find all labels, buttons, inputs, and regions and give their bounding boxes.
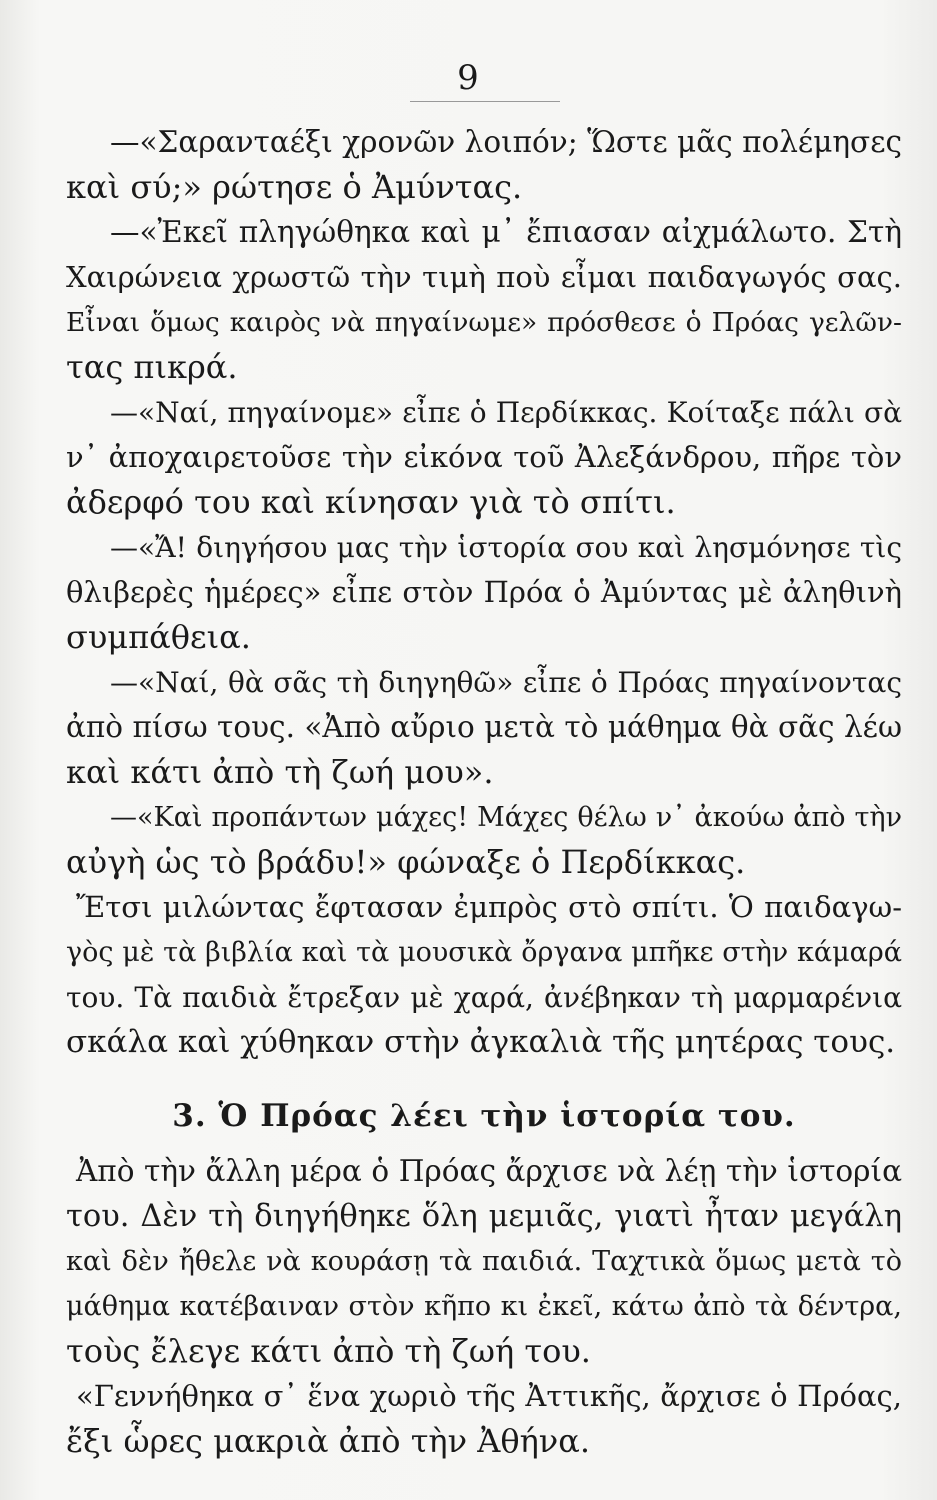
text-line: Ἀπὸ τὴν ἄλλη μέρα ὁ Πρόας ἄρχισε νὰ λέῃ τὴν ἱστορία xyxy=(76,1154,902,1188)
text-line: ν᾽ ἀποχαιρετοῦσε τὴν εἰκόνα τοῦ Ἀλεξάνδρου, πῆρε τὸν xyxy=(66,440,902,474)
text-line: —«Ἄ! διηγήσου μας τὴν ἱστορία σου καὶ λησμόνησε τὶς xyxy=(110,531,902,564)
text-line: —«Σαρανταέξι χρονῶν λοιπόν; Ὥστε μᾶς πολέμησες xyxy=(110,125,902,159)
text-line: ἀδερφό του καὶ κίνησαν γιὰ τὸ σπίτι. xyxy=(66,483,676,521)
text-line: «Γεννήθηκα σ᾽ ἕνα χωριὸ τῆς Ἀττικῆς, ἄρχισε ὁ Πρόας, xyxy=(76,1379,902,1413)
text-line: Χαιρώνεια χρωστῶ τὴν τιμὴ ποὺ εἶμαι παιδαγωγός σας. xyxy=(66,260,902,294)
text-line: καὶ κάτι ἀπὸ τὴ ζωή μου». xyxy=(66,753,494,791)
text-line: —«Καὶ προπάντων μάχες! Μάχες θέλω ν᾽ ἀκούω ἀπὸ τὴν xyxy=(110,802,902,833)
page-number: 9 xyxy=(457,58,480,98)
text-line: σκάλα καὶ χύθηκαν στὴν ἀγκαλιὰ τῆς μητέρας τους. xyxy=(66,1024,896,1060)
text-line: καὶ δὲν ἤθελε νὰ κουράσῃ τὰ παιδιά. Ταχτικὰ ὅμως μετὰ τὸ xyxy=(66,1246,902,1277)
section-heading: 3. Ὁ Πρόας λέει τὴν ἱστορία του. xyxy=(172,1098,796,1134)
text-line: τας πικρά. xyxy=(66,348,238,386)
text-line: μάθημα κατέβαιναν στὸν κῆπο κι ἐκεῖ, κάτω ἀπὸ τὰ δέντρα, xyxy=(66,1291,902,1322)
text-line: Ἔτσι μιλώντας ἔφτασαν ἐμπρὸς στὸ σπίτι. Ὁ παιδαγω- xyxy=(76,890,902,924)
header-rule xyxy=(410,101,560,102)
text-line: του. Δὲν τὴ διηγήθηκε ὅλη μεμιᾶς, γιατὶ ἦταν μεγάλη xyxy=(66,1199,902,1234)
text-line: Εἶναι ὅμως καιρὸς νὰ πηγαίνωμε» πρόσθεσε ὁ Πρόας γελῶν- xyxy=(66,307,902,338)
text-line: τοὺς ἔλεγε κάτι ἀπὸ τὴ ζωή του. xyxy=(66,1332,591,1370)
text-line: συμπάθεια. xyxy=(66,618,251,656)
text-line: —«Ἐκεῖ πληγώθηκα καὶ μ᾽ ἔπιασαν αἰχμάλωτο. Στὴ xyxy=(110,215,902,249)
text-line: γὸς μὲ τὰ βιβλία καὶ τὰ μουσικὰ ὄργανα μπῆκε στὴν κάμαρά xyxy=(66,937,902,968)
text-line: του. Τὰ παιδιὰ ἔτρεξαν μὲ χαρά, ἀνέβηκαν τὴ μαρμαρένια xyxy=(66,981,902,1014)
text-line: θλιβερὲς ἡμέρες» εἶπε στὸν Πρόα ὁ Ἀμύντας μὲ ἀληθινὴ xyxy=(66,575,902,609)
text-line: καὶ σύ;» ρώτησε ὁ Ἀμύντας. xyxy=(66,168,523,206)
text-line: ἀπὸ πίσω τους. «Ἀπὸ αὔριο μετὰ τὸ μάθημα θὰ σᾶς λέω xyxy=(66,710,902,744)
text-line: —«Ναί, θὰ σᾶς τὴ διηγηθῶ» εἶπε ὁ Πρόας πηγαίνοντας xyxy=(110,666,902,699)
text-line: αὐγὴ ὡς τὸ βράδυ!» φώναξε ὁ Περδίκκας. xyxy=(66,843,746,881)
body-text xyxy=(66,120,902,1464)
text-line: ἔξι ὧρες μακριὰ ἀπὸ τὴν Ἀθήνα. xyxy=(66,1422,590,1460)
text-line: —«Ναί, πηγαίνομε» εἶπε ὁ Περδίκκας. Κοίταξε πάλι σὰ xyxy=(110,396,902,429)
